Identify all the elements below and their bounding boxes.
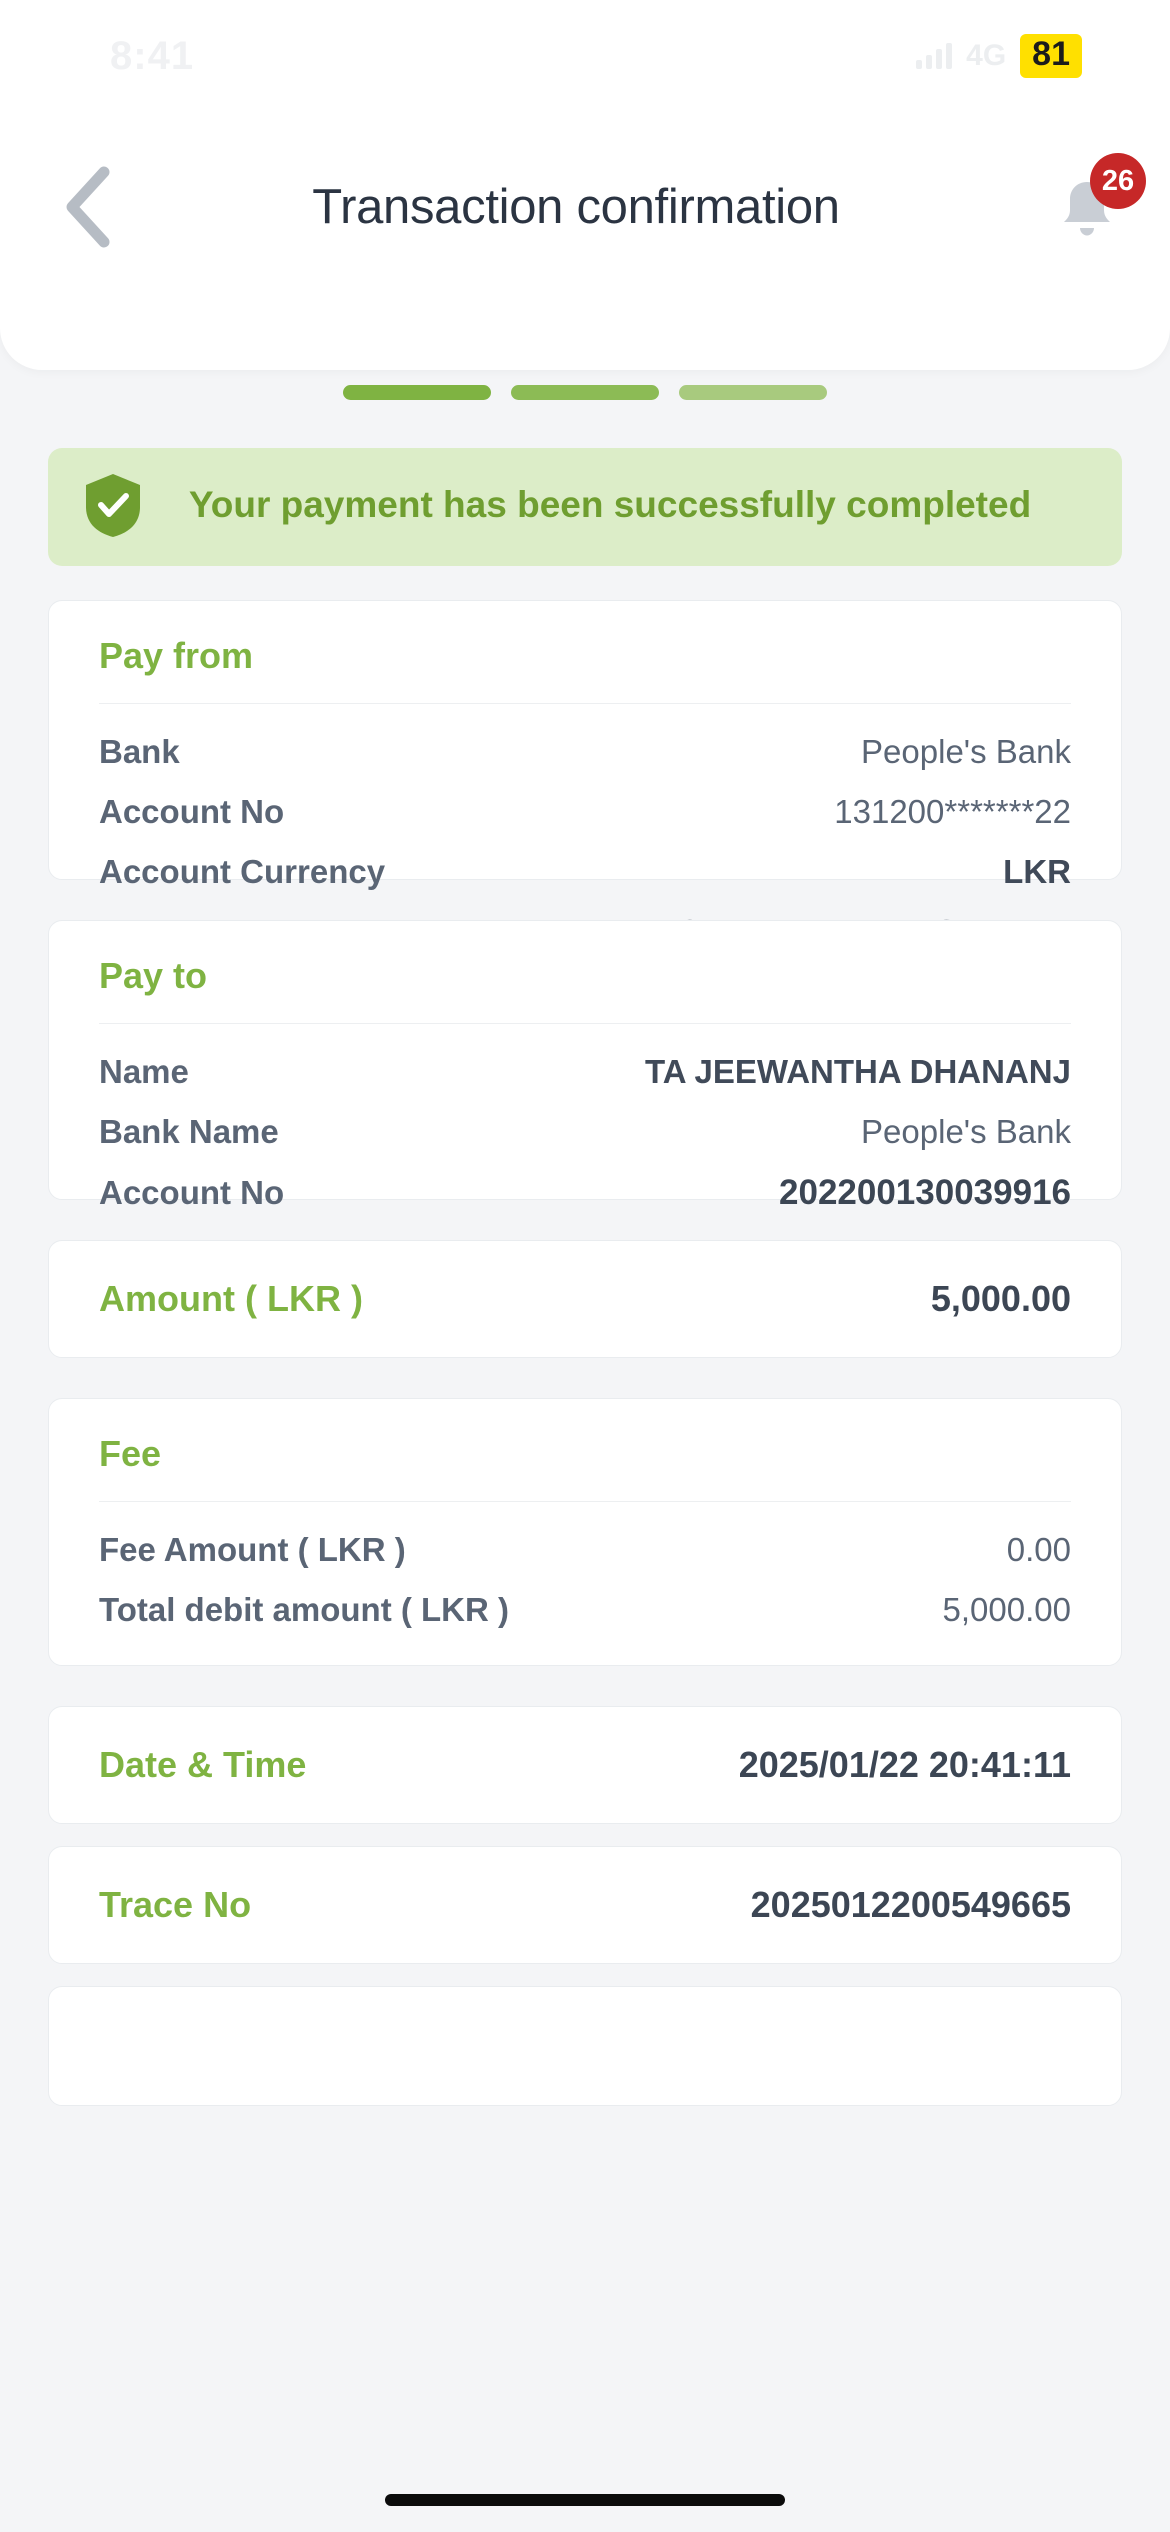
success-message: Your payment has been successfully completed [188, 484, 1032, 526]
date-time-title: Date & Time [99, 1744, 307, 1785]
progress-step-1 [343, 385, 491, 400]
amount-value: 5,000.00 [930, 1278, 1071, 1319]
table-row [99, 1580, 1071, 1640]
row-value: 202200130039916 [779, 1173, 1071, 1212]
table-row [99, 1520, 1071, 1580]
chevron-left-icon [60, 164, 120, 250]
pay-to-card [48, 920, 1122, 1212]
pay-to-rows [49, 1024, 1121, 1254]
success-banner [48, 448, 1122, 566]
fee-card [48, 1398, 1122, 1666]
progress-steps [0, 385, 1170, 400]
table-row [99, 1162, 1071, 1224]
fee-title: Fee [99, 1433, 162, 1474]
row-label: Account Currency [99, 853, 386, 890]
row-label: Name [99, 1053, 189, 1090]
fee-rows [49, 1502, 1121, 1670]
shield-check-icon [82, 471, 144, 539]
pay-from-title: Pay from [99, 635, 254, 676]
table-row [99, 842, 1071, 902]
home-indicator[interactable] [385, 2494, 785, 2506]
amount-card [48, 1240, 1122, 1358]
row-value: 131200*******22 [834, 793, 1071, 830]
network-type-label: 4G [966, 39, 1007, 72]
row-value: 5,000.00 [942, 1591, 1071, 1628]
trace-no-title: Trace No [99, 1884, 252, 1925]
date-time-card [48, 1706, 1122, 1824]
header-card [0, 0, 1170, 370]
amount-title: Amount ( LKR ) [99, 1278, 363, 1319]
row-value: People's Bank [861, 733, 1071, 770]
status-time: 8:41 [110, 33, 195, 78]
progress-step-3 [679, 385, 827, 400]
next-card-partial [48, 1986, 1122, 2106]
notification-count-badge: 26 [1090, 153, 1146, 209]
trace-no-value: 2025012200549665 [750, 1884, 1071, 1925]
row-value: People's Bank [861, 1113, 1071, 1150]
signal-bars-icon [916, 43, 952, 69]
table-row [99, 1042, 1071, 1102]
pay-from-card [48, 600, 1122, 890]
progress-step-2 [511, 385, 659, 400]
trace-no-card [48, 1846, 1122, 1964]
navigation-bar [0, 112, 1170, 302]
pay-to-title: Pay to [99, 955, 208, 996]
table-row [99, 782, 1071, 842]
row-label: Account No [99, 793, 285, 830]
battery-percent-badge: 81 [1020, 34, 1082, 77]
notifications-button[interactable] [1022, 147, 1152, 267]
status-bar [0, 0, 1170, 112]
row-value: LKR [1003, 853, 1071, 890]
table-row [99, 1102, 1071, 1162]
row-value: 0.00 [1006, 1531, 1071, 1568]
page-title: Transaction confirmation [312, 180, 840, 234]
date-time-value: 2025/01/22 20:41:11 [738, 1744, 1071, 1785]
status-right [916, 34, 1082, 77]
row-value: TA JEEWANTHA DHANANJ [645, 1053, 1071, 1090]
row-label: Fee Amount ( LKR ) [99, 1531, 406, 1568]
table-row [99, 722, 1071, 782]
row-label: Bank [99, 733, 180, 770]
row-label: Total debit amount ( LKR ) [99, 1591, 510, 1628]
row-label: Bank Name [99, 1113, 279, 1150]
row-label: Account No [99, 1174, 285, 1211]
